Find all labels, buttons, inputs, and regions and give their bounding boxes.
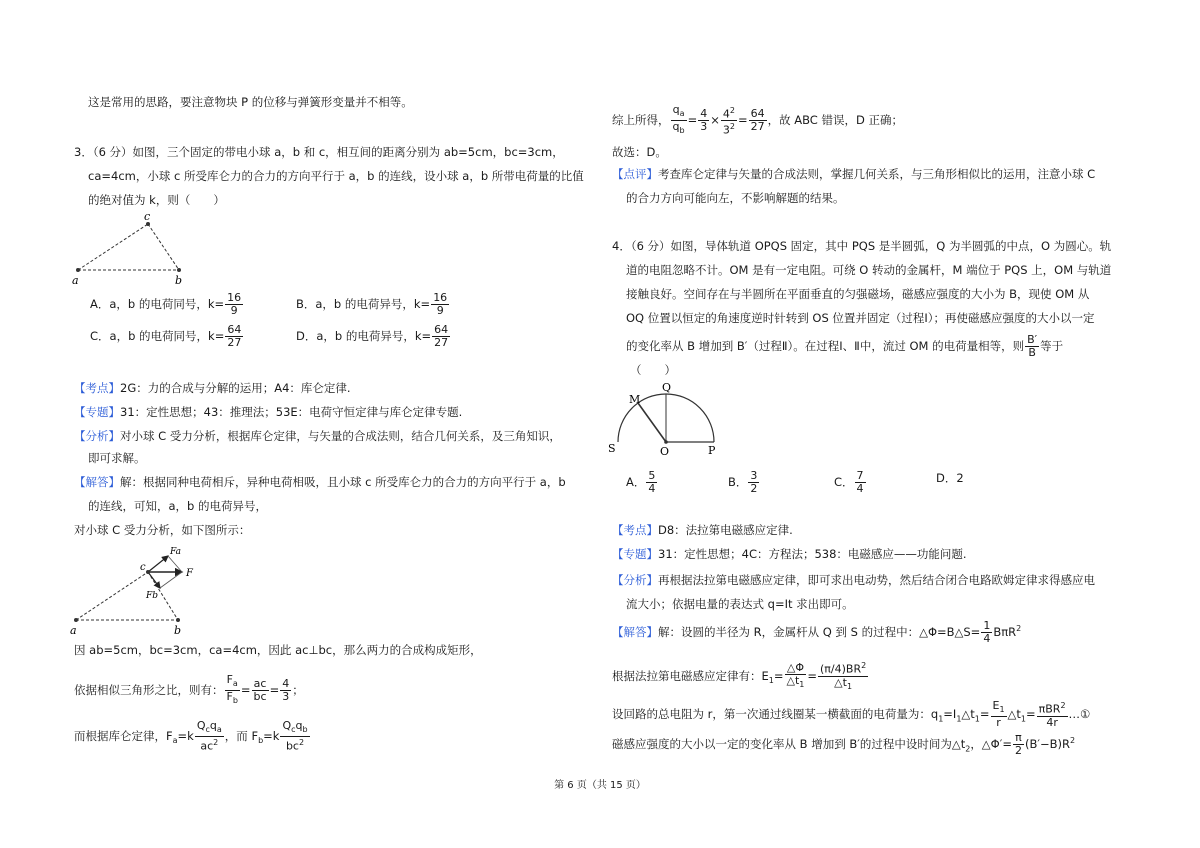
four-thirds-fraction: $\frac{4}{3}$	[282, 677, 290, 704]
om-rod	[638, 403, 666, 442]
force-fa-arrow	[148, 556, 168, 572]
zhuanti-tag: 【专题】	[612, 547, 658, 561]
rect-edge-1	[168, 556, 182, 572]
q4-option-b-num: 3	[750, 469, 758, 482]
qa-qb-fraction: $\frac{q_a}{q_b}$	[672, 103, 685, 136]
q4-line-2: 道的电阻忽略不计。OM 是有一定电阻。可绕 O 转动的金属杆，M 端位于 PQS 上，OM 与轨道	[626, 263, 1112, 277]
q3-fenxi	[74, 428, 561, 444]
jieda-tag: 【解答】	[74, 475, 120, 489]
q3-line-2: ca=4cm，小球 c 所受库仑力的合力的方向平行于 a，b 的连线，设小球 a，b 所带电荷量的比值	[88, 169, 584, 183]
result-fraction: $\frac{64}{27}$	[750, 107, 765, 134]
jieda-text-1: 解：设圆的半径为 R，金属杆从 Q 到 S 的过程中：△Φ=B△S=	[658, 625, 981, 639]
q4-line-1: 4．（6 分）如图，导体轨道 OPQS 固定，其中 PQS 是半圆弧，Q 为半圆弧的中点，O 为圆心。轨	[612, 239, 1112, 253]
option-b-den: 9	[436, 304, 444, 317]
quarter-fraction: $\frac{1}{4}$	[983, 619, 991, 645]
zhuanti-text: 31：定性思想；43：推理法；53E：电荷守恒定律与库仑定律专题.	[120, 405, 463, 419]
q4-option-c-den: 4	[856, 482, 864, 495]
kaodian-tag: 【考点】	[612, 523, 658, 537]
label-b: b	[174, 624, 182, 636]
rect-statement: 因 ab=5cm，bc=3cm，ca=4cm，因此 ac⊥bc，那么两力的合成构成矩形，	[74, 643, 482, 657]
q3-fenxi-2: 即可求解。	[88, 451, 146, 465]
ball-a	[76, 268, 80, 272]
q4-line-5-text: 的变化率从 B 增加到 B′（过程Ⅱ）。在过程Ⅰ、Ⅱ中，流过 OM 的电荷量相等，则	[626, 339, 1025, 353]
q4-fenxi	[612, 572, 1095, 588]
label-f: F	[186, 568, 193, 579]
q4-option-d[interactable]: D．2	[936, 471, 964, 485]
fenxi-text-1: 对小球 C 受力分析，根据库仑定律，与矢量的合成法则，结合几何关系，及三角知识，	[120, 429, 561, 443]
q4-zhuanti	[612, 546, 967, 562]
kaodian-text: 2G：力的合成与分解的运用；A4：库仑定律.	[120, 381, 351, 395]
label-a: a	[72, 274, 79, 287]
q4-kaodian	[612, 522, 793, 538]
half-pi-fraction: $\frac{\pi}{2}$	[1014, 731, 1022, 757]
label-c: c	[140, 562, 146, 573]
option-c-text: C．a，b 的电荷同号，k=	[90, 329, 225, 343]
dphi-dt-fraction: $\frac{\triangle\Phi}{\triangle t_1}$	[786, 660, 805, 690]
q4-option-a-den: 4	[648, 482, 656, 495]
dianping-text-1: 考查库仑定律与矢量的合成法则，掌握几何关系，与三角形相似比的运用，注意小球 C	[658, 167, 1096, 181]
kaodian-tag: 【考点】	[74, 381, 120, 395]
q4-line-5	[626, 334, 1063, 359]
b-ratio-fraction: $\frac{B'}{B}$	[1027, 333, 1038, 359]
charge-fraction: $\frac{\pi BR^2}{4r}$	[1038, 701, 1066, 729]
option-d-fraction	[432, 324, 450, 349]
intro-line: 这是常用的思路，要注意物块 P 的位移与弹簧形变量并不相等。	[88, 95, 413, 109]
q4-option-b-label: B．	[728, 475, 748, 489]
label-fa: Fa	[170, 547, 181, 557]
option-d-den: 27	[434, 336, 449, 349]
faraday-text: 根据法拉第电磁感应定律有：E	[612, 668, 769, 683]
jieda-text-1: 解：根据同种电荷相斥，异种电荷相吸，且小球 c 所受库仑力的合力的方向平行于 a，b	[120, 475, 566, 489]
fa-fb-fraction: $\frac{F_a}{F_b}$	[226, 673, 238, 706]
q4-option-c-num: 7	[856, 469, 864, 482]
kaodian-text: D8：法拉第电磁感应定律.	[658, 523, 793, 537]
option-b-text: B．a，b 的电荷异号，k=	[296, 297, 431, 311]
option-a-den: 9	[230, 304, 238, 317]
label-c: c	[144, 210, 151, 223]
option-c-den: 27	[227, 336, 242, 349]
e-over-r-fraction: $\frac{E_1}{r}$	[992, 699, 1005, 730]
label-p: P	[708, 444, 716, 457]
label-fb: Fb	[146, 591, 159, 601]
charge-line: 设回路的总电阻为 r，第一次通过线圈某一横截面的电荷量为：$q_1=I_1\triangle t_1=$ $\frac{E_1}{r}$ $\triangle t_1=$ $\frac{\pi BR^2}{4r}$ …①	[612, 699, 1091, 730]
q4-option-a-label: A．	[626, 475, 646, 489]
process-two-text: 磁感应强度的大小以一定的变化率从 B 增加到 B′的过程中设时间为△t	[612, 737, 966, 751]
label-q: Q	[662, 381, 672, 394]
power-fraction: $\frac{4^2}{3^2}$	[722, 105, 735, 137]
zhuanti-tag: 【专题】	[74, 405, 120, 419]
similar-triangle-line: 依据相似三角形之比，则有： $\frac{F_a}{F_b}$ = $\frac{ac}{bc}$ = $\frac{4}{3}$ ；	[74, 673, 304, 706]
q4-option-b-den: 2	[750, 482, 758, 495]
dianping-2: 的合力方向可能向左，不影响解题的结果。	[626, 191, 845, 205]
q4-line-4: OQ 位置以恒定的角速度逆时针转到 OS 位置并固定（过程Ⅰ）；再使磁感应强度的大小以一定	[626, 311, 1095, 325]
similar-text: 依据相似三角形之比，则有：	[74, 683, 224, 698]
q4-line-6: （ ）	[630, 363, 676, 377]
option-d-num: 64	[434, 323, 449, 336]
coulomb-line: 而根据库仑定律，$F_a=k$ $\frac{Q_cq_a}{ac^2}$ ，而 $F_b=k$ $\frac{Q_cq_b}{bc^2}$	[74, 719, 308, 753]
semicircle-figure	[604, 378, 724, 458]
option-c-fraction	[225, 324, 243, 349]
cb-side	[148, 224, 179, 270]
dianping	[612, 166, 1095, 182]
label-o: O	[660, 445, 670, 458]
dianping-tag: 【点评】	[612, 167, 658, 181]
force-fb-arrow	[148, 572, 160, 588]
label-m: M	[629, 393, 641, 406]
q3-jieda	[74, 474, 566, 490]
fenxi-tag: 【分析】	[74, 429, 120, 443]
q3-zhuanti	[74, 404, 462, 420]
charge-text: 设回路的总电阻为 r，第一次通过线圈某一横截面的电荷量为：q	[612, 707, 939, 722]
q3-line-1: 3．（6 分）如图，三个固定的带电小球 a，b 和 c，相互间的距离分别为 ab=5cm，bc=3cm，	[74, 145, 564, 159]
fa-formula: $\frac{Q_cq_a}{ac^2}$	[196, 719, 222, 753]
rect-edge-2	[160, 572, 182, 588]
ac-side	[78, 224, 148, 270]
summary-tail: ，故 ABC 错误，D 正确；	[767, 113, 903, 128]
label-b: b	[175, 274, 183, 287]
process-two-line: 磁感应强度的大小以一定的变化率从 B 增加到 B′的过程中设时间为$\triangle t_2$，△Φ′= $\frac{\pi}{2}$ $(B'-B)R^2$	[612, 731, 1076, 757]
option-a[interactable]	[90, 292, 244, 317]
q4-option-a[interactable]	[626, 470, 658, 495]
option-d[interactable]	[296, 324, 451, 349]
option-a-text: A．a，b 的电荷同号，k=	[90, 297, 225, 311]
jieda-tail: BπR	[993, 625, 1017, 639]
q4-line-5-tail: 等于	[1040, 339, 1064, 353]
q4-option-b-fraction	[748, 470, 759, 495]
charge-tail: …①	[1068, 707, 1091, 722]
ball-b	[177, 268, 181, 272]
q3-jieda-3: 对小球 C 受力分析，如下图所示：	[74, 523, 251, 537]
label-a: a	[70, 624, 77, 636]
fenxi-text-1: 再根据法拉第电磁感应定律，即可求出电动势，然后结合闭合电路欧姆定律求得感应电	[658, 573, 1095, 587]
summary-line: 综上所得， $\frac{q_a}{q_b}$ = $\frac{4}{3}$ × $\frac{4^2}{3^2}$ = $\frac{64}{27}$ ，故 ABC 错误，D 正确；	[612, 103, 903, 137]
ac-side	[76, 572, 148, 620]
ball-b	[176, 618, 180, 622]
summary-text: 综上所得，	[612, 113, 670, 128]
q4-option-a-num: 5	[648, 469, 656, 482]
option-a-num: 16	[227, 291, 242, 304]
option-a-fraction	[225, 292, 243, 317]
q3-line-3: 的绝对值为 k，则（ ）	[88, 193, 225, 207]
option-b[interactable]	[296, 292, 450, 317]
q3-kaodian	[74, 380, 351, 396]
page-footer: 第 6 页（共 15 页）	[554, 780, 646, 791]
q4-option-a-fraction	[646, 470, 657, 495]
center-o	[664, 440, 668, 444]
q4-option-c[interactable]	[834, 470, 867, 495]
process-two-tail: ，△Φ′=	[970, 737, 1012, 751]
option-b-fraction	[431, 292, 449, 317]
ball-c	[146, 570, 150, 574]
q4-line-3: 接触良好。空间存在与半圆所在平面垂直的匀强磁场，磁感应强度的大小为 B，现使 OM 从	[626, 287, 1090, 301]
label-s: S	[608, 442, 616, 455]
option-c[interactable]	[90, 324, 244, 349]
q3-jieda-2: 的连线，可知，a，b 的电荷异号，	[88, 499, 268, 513]
fb-formula: $\frac{Q_cq_b}{bc^2}$	[282, 719, 308, 753]
q4-option-b[interactable]	[728, 470, 760, 495]
q4-fenxi-2: 流大小；依据电量的表达式 q=It 求出即可。	[626, 597, 854, 611]
ac-bc-fraction: $\frac{ac}{bc}$	[253, 677, 267, 704]
q4-option-c-label: C．	[834, 475, 854, 489]
jieda-tag: 【解答】	[612, 625, 658, 639]
option-d-text: D．a，b 的电荷异号，k=	[296, 329, 432, 343]
zhuanti-text: 31：定性思想；4C：方程法；538：电磁感应——功能问题.	[658, 547, 967, 561]
emf-fraction: $\frac{(\pi/4)BR^2}{\triangle t_1}$	[820, 661, 867, 691]
option-b-num: 16	[433, 291, 448, 304]
faraday-line: 根据法拉第电磁感应定律有：$E_1=$ $\frac{\triangle\Phi}{\triangle t_1}$ = $\frac{(\pi/4)BR^2}{\triangle t_1}$	[612, 660, 867, 691]
option-c-num: 64	[227, 323, 242, 336]
triangle-figure	[66, 208, 196, 288]
force-diagram	[66, 540, 206, 636]
choose-line: 故选：D。	[612, 145, 667, 159]
coulomb-text-2: ，而 F	[224, 728, 259, 743]
q4-option-c-fraction	[855, 470, 866, 495]
fenxi-tag: 【分析】	[612, 573, 658, 587]
ball-a	[74, 618, 78, 622]
four-thirds: $\frac{4}{3}$	[700, 107, 708, 134]
coulomb-text: 而根据库仑定律，F	[74, 728, 173, 743]
q4-jieda: 【解答】解：设圆的半径为 R，金属杆从 Q 到 S 的过程中：△Φ=B△S= $\frac{1}{4}$ BπR$^2$	[612, 619, 1022, 645]
